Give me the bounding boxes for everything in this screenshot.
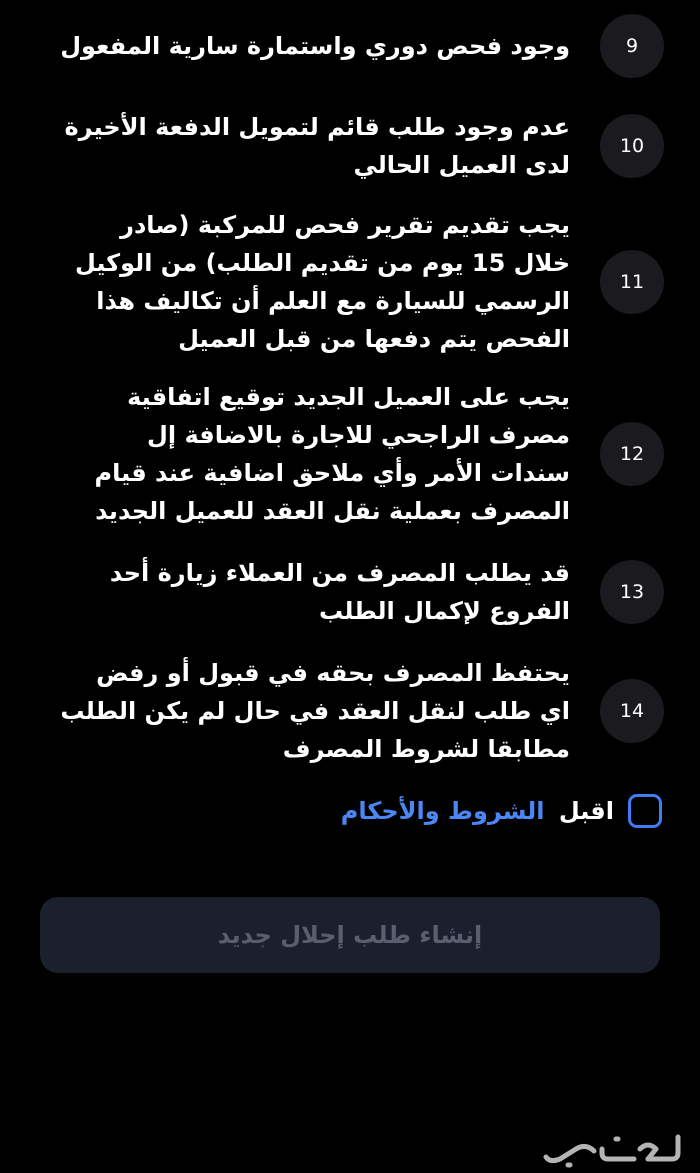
term-text: يجب تقديم تقرير فحص للمركبة (صادر خلال 15 يوم من تقديم الطلب) من الوكيل الرسمي للسيارة مع العلم أن تكاليف هذا الفحص يتم دفعها من قبل العميل [74,211,570,353]
term-text: قد يطلب المصرف من العملاء زيارة أحد الفروع لإكمال الطلب [109,559,570,625]
term-item-11 [34,206,664,358]
term-item-9 [34,14,664,78]
term-item-10 [34,108,664,184]
term-item-14 [34,654,664,768]
term-item-12 [34,378,664,530]
term-text: عدم وجود طلب قائم لتمويل الدفعة الأخيرة لدى العميل الحالي [64,113,570,179]
term-number-badge: 11 [600,250,664,314]
accept-terms-label [341,797,614,825]
haraj-logo-watermark-icon [536,1127,686,1169]
create-transfer-request-button[interactable]: إنشاء طلب إحلال جديد [40,897,660,973]
accept-terms-row[interactable] [341,788,662,834]
term-text: يحتفظ المصرف بحقه في قبول أو رفض اي طلب لنقل العقد في حال لم يكن الطلب مطابقا لشروط المصرف [60,659,570,763]
accept-terms-checkbox[interactable] [628,794,662,828]
accept-prefix: اقبل [558,797,614,825]
term-number-badge: 9 [600,14,664,78]
term-number-badge: 13 [600,560,664,624]
term-text: وجود فحص دوري واستمارة سارية المفعول [60,32,570,60]
term-number-badge: 12 [600,422,664,486]
term-number-badge: 10 [600,114,664,178]
term-item-13 [34,554,664,630]
term-text: يجب على العميل الجديد توقيع اتفاقية مصرف الراجحي للاجارة بالاضافة إل سندات الأمر وأي ملاحق اضافية عند قيام المصرف بعملية نقل العقد للعميل الجديد [94,383,570,525]
terms-and-conditions-link[interactable]: الشروط والأحكام [340,797,545,825]
term-number-badge: 14 [600,679,664,743]
